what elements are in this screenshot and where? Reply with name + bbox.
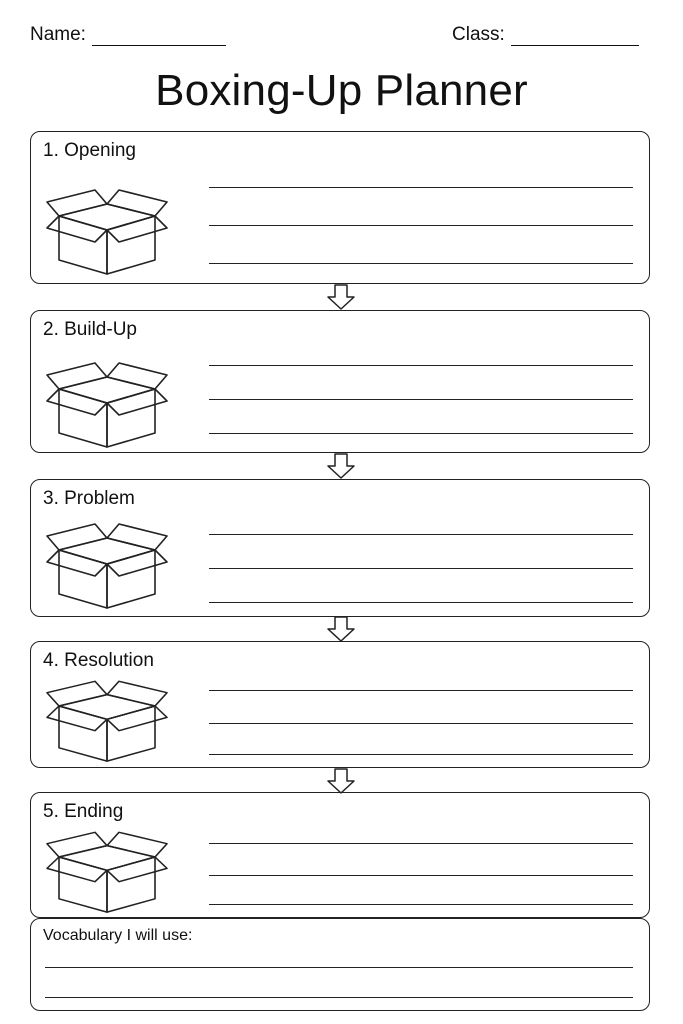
section-opening [30,131,650,284]
class-field[interactable] [452,24,639,46]
section-problem [30,479,650,617]
writing-line[interactable] [45,967,633,968]
open-box-icon [45,668,169,763]
writing-line[interactable] [209,602,633,603]
writing-line[interactable] [209,263,633,264]
open-box-icon [45,176,169,276]
section-label: 1. Opening [43,140,136,161]
class-input-line[interactable] [511,27,639,46]
writing-line[interactable] [209,843,633,844]
open-box-icon [45,510,169,610]
name-field[interactable] [30,24,226,46]
name-input-line[interactable] [92,27,226,46]
writing-line[interactable] [209,534,633,535]
writing-line[interactable] [209,433,633,434]
open-box-icon [45,819,169,914]
section-label: 5. Ending [43,801,124,822]
arrow-down-icon [326,616,356,642]
arrow-down-icon [326,453,356,479]
writing-line[interactable] [209,365,633,366]
open-box-icon [45,349,169,449]
vocabulary-section [30,918,650,1011]
writing-line[interactable] [209,568,633,569]
arrow-down-icon [326,284,356,310]
vocabulary-label: Vocabulary I will use: [43,927,193,944]
writing-line[interactable] [209,875,633,876]
section-build-up [30,310,650,453]
arrow-down-icon [326,768,356,794]
name-label: Name: [30,24,86,45]
writing-line[interactable] [45,997,633,998]
writing-line[interactable] [209,904,633,905]
section-label: 3. Problem [43,488,135,509]
writing-line[interactable] [209,723,633,724]
writing-line[interactable] [209,690,633,691]
page-title: Boxing-Up Planner [155,66,528,115]
writing-line[interactable] [209,187,633,188]
class-label: Class: [452,24,505,45]
writing-line[interactable] [209,225,633,226]
writing-line[interactable] [209,754,633,755]
section-resolution [30,641,650,768]
section-label: 2. Build-Up [43,319,137,340]
writing-line[interactable] [209,399,633,400]
section-label: 4. Resolution [43,650,154,671]
section-ending [30,792,650,918]
